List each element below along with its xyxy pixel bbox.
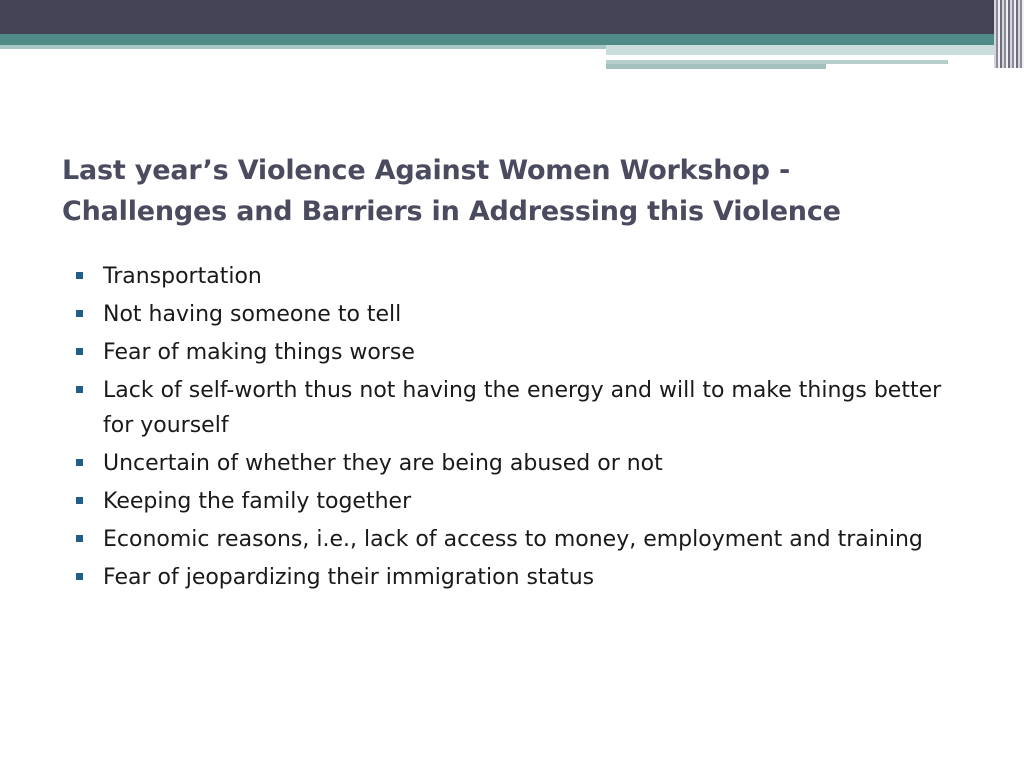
header-band-light [606,45,1024,55]
slide-title-line-2: Challenges and Barriers in Addressing this Violence [62,196,841,227]
bullet-text: Economic reasons, i.e., lack of access to money, employment and training [103,527,923,552]
header-stripes-decoration [994,0,1024,68]
header-band-teal [0,34,1024,45]
bullet-item [74,522,954,557]
bullet-item [74,297,954,332]
bullet-item [74,560,954,595]
bullet-list [74,259,954,598]
slide-title-line-1: Last year’s Violence Against Women Workshop - [62,155,790,186]
slide-title [62,150,962,232]
square-bullet-icon [76,497,83,504]
header-band-dark [0,0,1024,34]
square-bullet-icon [76,310,83,317]
bullet-text: Fear of making things worse [103,340,415,365]
square-bullet-icon [76,348,83,355]
bullet-text: Keeping the family together [103,489,412,514]
bullet-text: Transportation [103,264,262,289]
square-bullet-icon [76,459,83,466]
bullet-item [74,484,954,519]
square-bullet-icon [76,535,83,542]
bullet-item [74,259,954,294]
bullet-item [74,373,954,443]
header-band-light [0,45,606,49]
header-band-light [606,64,826,69]
square-bullet-icon [76,272,83,279]
bullet-item [74,335,954,370]
square-bullet-icon [76,573,83,580]
bullet-text: Fear of jeopardizing their immigration status [103,565,595,590]
bullet-text: Lack of self-worth thus not having the energy and will to make things better for yourself [103,378,942,438]
square-bullet-icon [76,386,83,393]
bullet-text: Uncertain of whether they are being abused or not [103,451,663,476]
bullet-item [74,446,954,481]
bullet-text: Not having someone to tell [103,302,402,327]
